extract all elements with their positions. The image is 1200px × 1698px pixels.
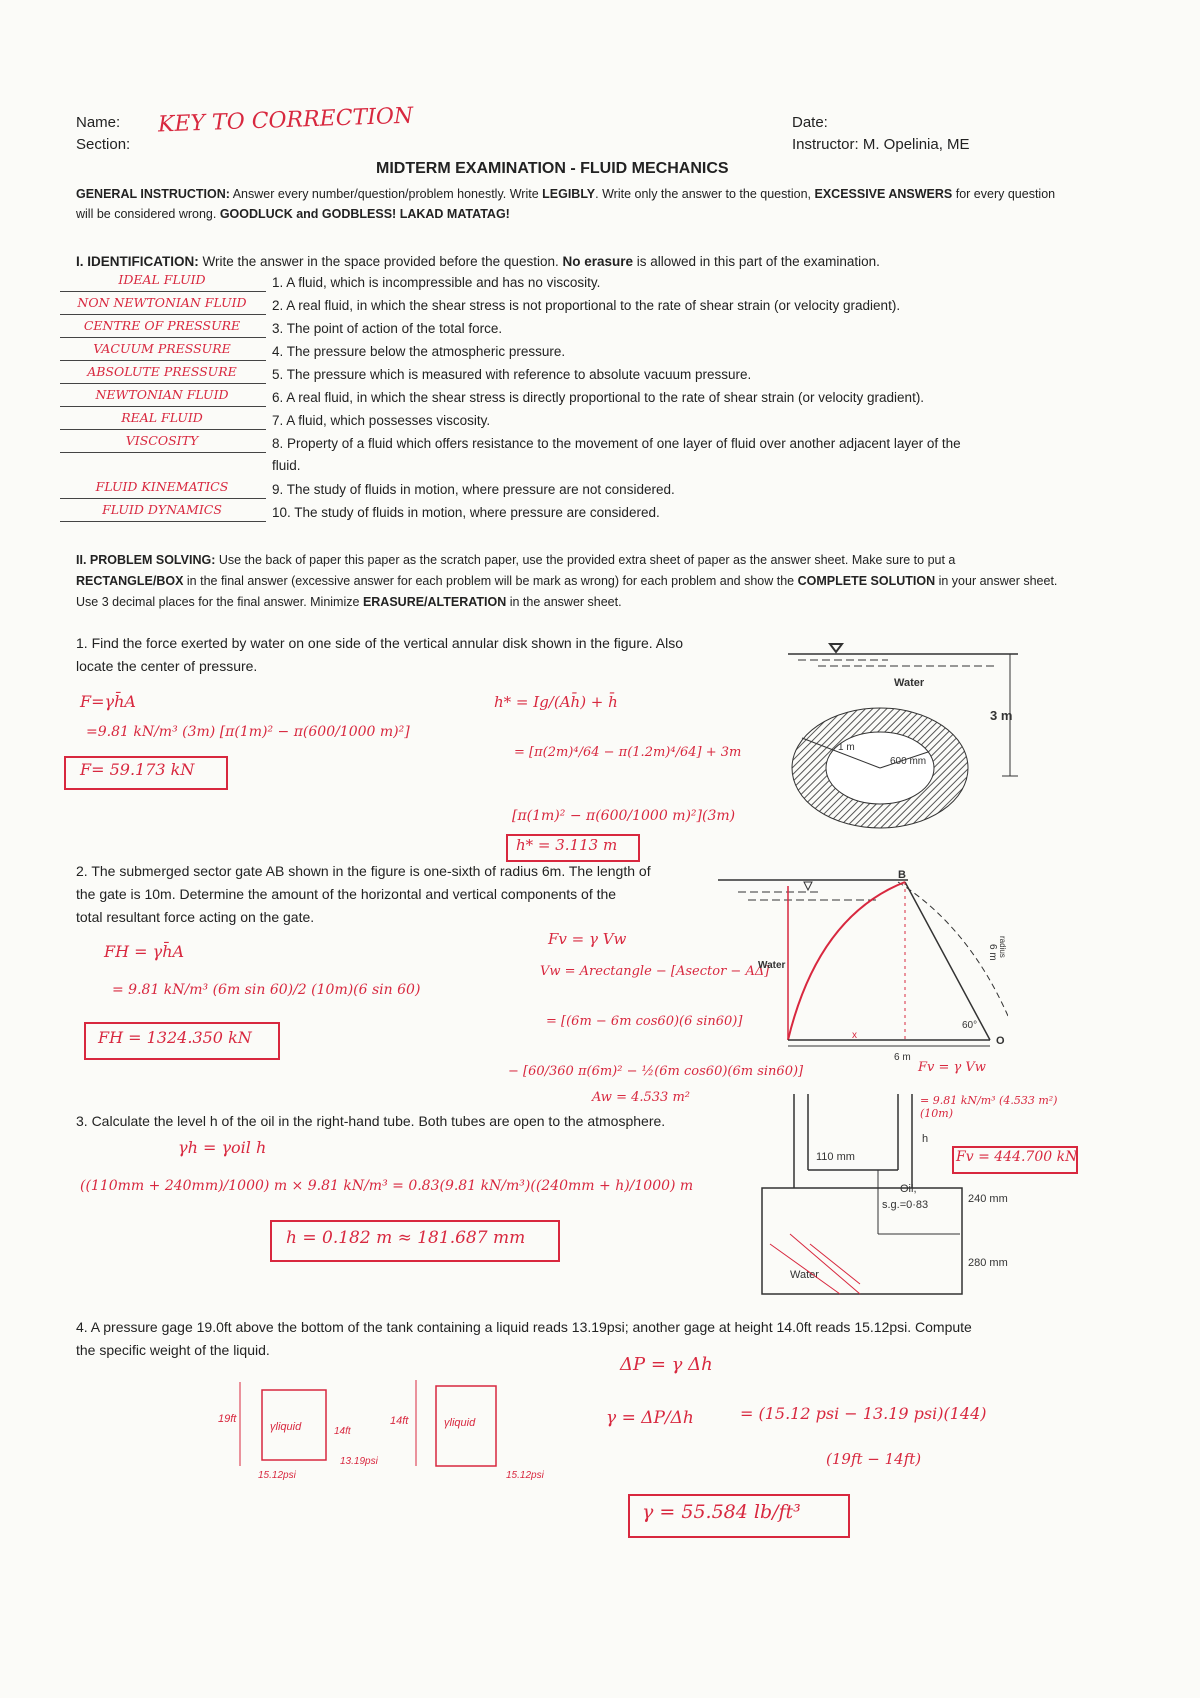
identification-answer: CENTRE OF PRESSURE [83, 318, 241, 333]
identification-question: 6. A real fluid, in which the shear stress is directly proportional to the rate of shear strain (or velocity gradient). [272, 390, 925, 405]
p2-work-v-3: = [(6m − 6m cos60)(6 sin60)] [546, 1014, 743, 1029]
fig3-h-label: h [922, 1133, 929, 1145]
identification-question-cont: fluid. [272, 458, 301, 473]
section-label: Section: [76, 136, 131, 153]
p4-sketch-f: γliquid [444, 1417, 476, 1429]
p2-work-v-1: Fv = γ Vw [548, 930, 627, 948]
fig1-r2-label: 600 mm [890, 756, 927, 767]
fig1-water-label: Water [894, 677, 925, 689]
answer-blank-line [60, 521, 266, 522]
p1-work-2: =9.81 kN/m³ (3m) [π(1m)² − π(600/1000 m)²] [86, 724, 410, 740]
p2-work-v-7: = 9.81 kN/m³ (4.533 m²)(10m) [920, 1094, 1058, 1120]
p4-sketch-c: γliquid [270, 1421, 302, 1433]
identification-question: 1. A fluid, which is incompressible and has no viscosity. [272, 275, 601, 290]
name-label: Name: [76, 114, 121, 131]
problem-solving-instruction: II. PROBLEM SOLVING: Use the back of paper this paper as the scratch paper, use the provided extra sheet of paper as the answer sheet. Make sure to put a RECTANGLE/BOX in the final answer (excessive answer for each problem will be mark as wrong) for each problem and show the COMPLETE SOLUTION in your answer sheet. Use 3 decimal places for the final answer. Minimize ERASURE/ALTERATION in the answer sheet. [76, 553, 1058, 609]
p4-sketch-e: 13.19psi [340, 1456, 378, 1467]
p3-answer: h = 0.182 m ≈ 181.687 mm [286, 1228, 526, 1248]
water-surface-icon [804, 882, 812, 890]
p4-sketch-h: 15.12psi [506, 1470, 544, 1481]
p2-work-v-4: − [60/360 π(6m)² − ½(6m cos60)(6m sin60)] [508, 1064, 804, 1079]
p1-cp-work-2: = [π(2m)⁴/64 − π(1.2m)⁴/64] + 3m [514, 745, 742, 760]
identification-question: 2. A real fluid, in which the shear stress is not proportional to the rate of shear strain (or velocity gradient). [272, 298, 901, 313]
p4-sketch-b: 14ft [334, 1426, 351, 1437]
p2-work-v-2: Vw = Arectangle − [Asector − AΔ] [540, 964, 770, 979]
p2-line3: total resultant force acting on the gate. [76, 909, 315, 925]
fig2-radius-label: 6 m [987, 944, 998, 961]
general-instruction: GENERAL INSTRUCTION: Answer every number/question/problem honestly. Write LEGIBLY. Write only the answer to the question, EXCESSIVE ANSWERS for every question will be considered wrong. GOODLUCK and GODBLESS! LAKAD MATATAG! [76, 187, 1056, 221]
answer-blank-line [60, 337, 266, 338]
p1-line2: locate the center of pressure. [76, 658, 258, 674]
p3-work-1: γh = γoil h [178, 1138, 267, 1157]
p2-work-v-6: Fv = γ Vw [918, 1060, 986, 1075]
p2-work-v-5: Aw = 4.533 m² [592, 1090, 690, 1105]
fig3-d2-label: 240 mm [968, 1193, 1008, 1205]
identification-answer: FLUID KINEMATICS [95, 479, 229, 494]
water-surface-icon [830, 644, 842, 652]
fig2-water-label: Water [758, 960, 786, 971]
sector-gate-figure [718, 866, 1008, 1070]
identification-answer: VISCOSITY [125, 433, 199, 448]
p4-work-1: ΔP = γ Δh [620, 1354, 713, 1375]
fig2-x-label: x [852, 1030, 857, 1041]
fig1-depth-label: 3 m [990, 708, 1013, 723]
p1-work-1: F=γh̄A [80, 692, 136, 711]
instructor-text: Instructor: M. Opelinia, ME [792, 136, 970, 153]
p1-line1: 1. Find the force exerted by water on one side of the vertical annular disk shown in the figure. Also [76, 635, 684, 651]
p1-answer: F= 59.173 kN [80, 760, 195, 779]
p3-work-2: ((110mm + 240mm)/1000) m × 9.81 kN/m³ = 0.83(9.81 kN/m³)((240mm + h)/1000) m [80, 1178, 694, 1194]
answer-blank-line [60, 360, 266, 361]
p4-work-2: γ = ΔP/Δh [606, 1408, 694, 1428]
p2-work-h-1: FH = γh̄A [104, 942, 185, 961]
p4-line2: the specific weight of the liquid. [76, 1342, 270, 1358]
p2-work-h-2: = 9.81 kN/m³ (6m sin 60)/2 (10m)(6 sin 60) [112, 982, 421, 998]
answer-blank-line [60, 314, 266, 315]
identification-question: 10. The study of fluids in motion, where pressure are considered. [272, 505, 660, 520]
fig2-bottom-label: 6 m [894, 1052, 911, 1063]
p2-line1: 2. The submerged sector gate AB shown in the figure is one-sixth of radius 6m. The length of [76, 863, 651, 879]
identification-question: 3. The point of action of the total force. [272, 321, 503, 336]
fig2-label-o: O [996, 1035, 1005, 1047]
fig2-radius-word: radius [998, 936, 1007, 958]
fig2-angle-label: 60° [962, 1020, 978, 1031]
p2-answer-h: FH = 1324.350 kN [98, 1028, 252, 1047]
identification-answer: FLUID DYNAMICS [102, 502, 222, 517]
answer-blank-line [60, 498, 266, 499]
p1-cp-answer: h* = 3.113 m [516, 836, 618, 854]
identification-question: 7. A fluid, which possesses viscosity. [272, 413, 491, 428]
identification-answer: REAL FLUID [121, 410, 203, 425]
p1-cp-work-1: h* = Ig/(Ah̄) + h̄ [494, 693, 618, 711]
annular-disk-figure [778, 640, 1040, 840]
answer-blank-line [60, 406, 266, 407]
p4-answer: γ = 55.584 lb/ft³ [642, 1501, 801, 1523]
manometer-figure [760, 1094, 1040, 1304]
fig1-r1-label: 1 m [838, 742, 855, 753]
exam-title: MIDTERM EXAMINATION - FLUID MECHANICS [376, 160, 729, 177]
identification-question: 8. Property of a fluid which offers resistance to the movement of one layer of fluid over another adjacent layer of the [272, 436, 961, 451]
fig3-water-label: Water [790, 1269, 819, 1281]
fig2-label-b: B [898, 869, 906, 881]
identification-answer: VACUUM PRESSURE [93, 341, 231, 356]
p4-sketch-d: 15.12psi [258, 1470, 296, 1481]
identification-question: 9. The study of fluids in motion, where pressure are not considered. [272, 482, 675, 497]
answer-blank-line [60, 452, 266, 453]
fig3-d3-label: 280 mm [968, 1257, 1008, 1269]
fig3-d1-label: 110 mm [816, 1151, 855, 1163]
fig3-oil-label: Oil, [900, 1183, 917, 1195]
tank-sketch [210, 1370, 570, 1490]
p2-line2: the gate is 10m. Determine the amount of the horizontal and vertical components of the [76, 886, 617, 902]
answer-blank-line [60, 383, 266, 384]
p2-answer-v: Fv = 444.700 kN [956, 1149, 1078, 1165]
p1-cp-work-3: [π(1m)² − π(600/1000 m)²](3m) [512, 808, 736, 824]
identification-question: 4. The pressure below the atmospheric pressure. [272, 344, 566, 359]
date-label: Date: [792, 114, 828, 131]
p4-sketch-a: 19ft [218, 1413, 237, 1425]
p4-work-3: = (15.12 psi − 13.19 psi)(144) [740, 1404, 987, 1423]
answer-blank-line [60, 291, 266, 292]
identification-answer: NEWTONIAN FLUID [95, 387, 229, 402]
p4-line1: 4. A pressure gage 19.0ft above the bottom of the tank containing a liquid reads 13.19psi; another gage at height 14.0ft reads 15.12psi. Compute [76, 1319, 972, 1335]
identification-question: 5. The pressure which is measured with reference to absolute vacuum pressure. [272, 367, 752, 382]
identification-answer: NON NEWTONIAN FLUID [77, 295, 247, 310]
identification-answer: IDEAL FLUID [118, 272, 206, 287]
p4-sketch-g: 14ft [390, 1415, 409, 1427]
identification-answer: ABSOLUTE PRESSURE [87, 364, 237, 379]
answer-blank-line [60, 429, 266, 430]
identification-heading: I. IDENTIFICATION: Write the answer in the space provided before the question. No erasure is allowed in this part of the examination. [76, 254, 880, 269]
p4-work-4: (19ft − 14ft) [826, 1450, 922, 1468]
name-answer: KEY TO CORRECTION [157, 103, 414, 138]
fig3-sg-label: s.g.=0·83 [882, 1199, 929, 1211]
p3-line1: 3. Calculate the level h of the oil in the right-hand tube. Both tubes are open to the atmosphere. [76, 1113, 666, 1129]
